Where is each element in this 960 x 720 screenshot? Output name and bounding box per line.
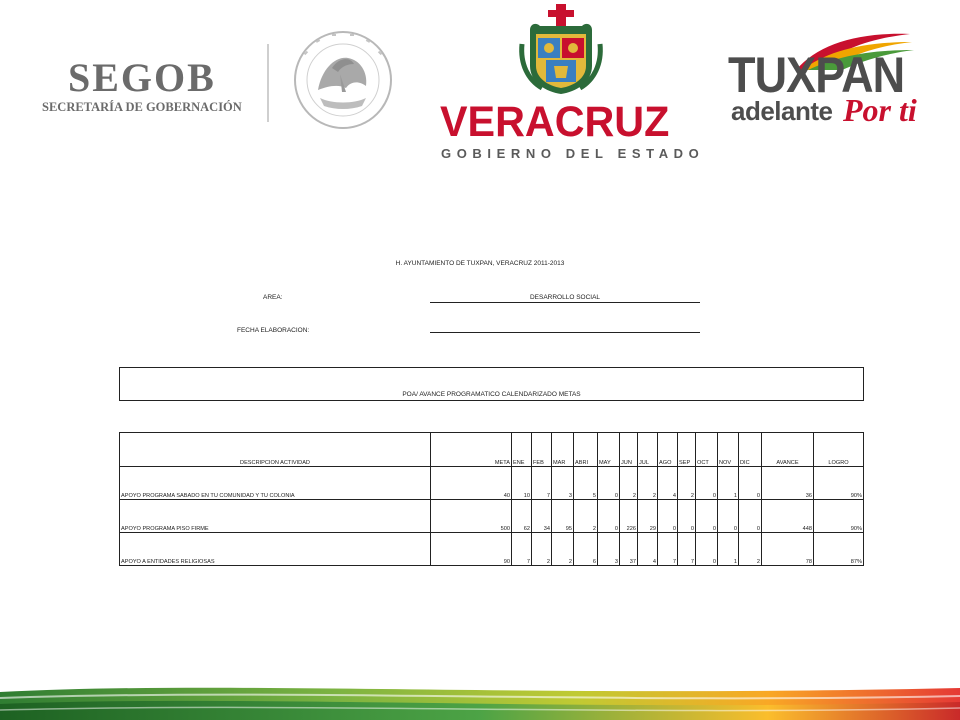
table-header-cell: FEB xyxy=(532,433,552,467)
veracruz-logo-subtitle: GOBIERNO DEL ESTADO xyxy=(441,146,705,161)
table-cell: 3 xyxy=(598,533,620,566)
veracruz-logo-name: VERACRUZ xyxy=(440,98,670,146)
table-header-cell: AGO xyxy=(658,433,678,467)
segob-logo-name: SEGOB xyxy=(68,55,216,100)
table-header-cell: OCT xyxy=(696,433,718,467)
table-cell: 2 xyxy=(574,500,598,533)
table-cell: 7 xyxy=(512,533,532,566)
area-label: AREA: xyxy=(263,294,283,301)
activities-table xyxy=(119,432,864,566)
table-row xyxy=(120,467,864,500)
fecha-value xyxy=(430,324,700,333)
table-cell: 87% xyxy=(814,533,864,566)
table-header-cell: MAR xyxy=(552,433,574,467)
table-cell: 0 xyxy=(696,500,718,533)
tuxpan-logo-name: TUXPAN xyxy=(728,47,905,103)
footer-stripe-decoration xyxy=(0,658,960,720)
table-header-cell: AVANCE xyxy=(762,433,814,467)
veracruz-coat-of-arms-icon xyxy=(516,4,606,96)
tuxpan-logo-tagline: adelante xyxy=(731,96,833,126)
table-cell: 7 xyxy=(678,533,696,566)
table-header-row xyxy=(120,433,864,467)
table-header-cell: META xyxy=(431,433,512,467)
table-cell: 2 xyxy=(552,533,574,566)
table-header-cell: SEP xyxy=(678,433,696,467)
table-cell: 0 xyxy=(658,500,678,533)
table-cell: 36 xyxy=(762,467,814,500)
table-row xyxy=(120,500,864,533)
table-header-cell: ENE xyxy=(512,433,532,467)
table-row xyxy=(120,533,864,566)
table-cell: 226 xyxy=(620,500,638,533)
section-title-box xyxy=(119,367,864,401)
table-header-cell: JUN xyxy=(620,433,638,467)
table-cell: 37 xyxy=(620,533,638,566)
mexican-seal-icon xyxy=(288,28,398,132)
table-cell: 40 xyxy=(431,467,512,500)
table-cell: 2 xyxy=(532,533,552,566)
table-cell: 90 xyxy=(431,533,512,566)
document-title: H. AYUNTAMIENTO DE TUXPAN, VERACRUZ 2011-2013 xyxy=(395,260,565,267)
table-cell: 0 xyxy=(696,533,718,566)
table-cell: 7 xyxy=(658,533,678,566)
table-cell: 500 xyxy=(431,500,512,533)
table-cell: 5 xyxy=(574,467,598,500)
table-cell: 34 xyxy=(532,500,552,533)
segob-logo xyxy=(40,54,245,124)
table-cell: 10 xyxy=(512,467,532,500)
table-header-cell: DIC xyxy=(739,433,762,467)
table-header-cell: ABRI xyxy=(574,433,598,467)
table-cell: 448 xyxy=(762,500,814,533)
table-cell: 0 xyxy=(598,500,620,533)
table-cell: 0 xyxy=(598,467,620,500)
table-cell: 0 xyxy=(718,500,739,533)
table-cell: 1 xyxy=(718,533,739,566)
table-header-cell: JUL xyxy=(638,433,658,467)
table-cell: APOYO PROGRAMA SABADO EN TU COMUNIDAD Y TU COLONIA xyxy=(120,467,431,500)
table-cell: 2 xyxy=(620,467,638,500)
segob-logo-subtitle: SECRETARÍA DE GOBERNACIÓN xyxy=(42,100,242,114)
table-cell: 0 xyxy=(696,467,718,500)
table-cell: 95 xyxy=(552,500,574,533)
table-cell: 0 xyxy=(739,467,762,500)
fecha-label: FECHA ELABORACION: xyxy=(237,327,310,334)
table-cell: 1 xyxy=(718,467,739,500)
area-value: DESARROLLO SOCIAL xyxy=(430,294,700,303)
table-cell: 62 xyxy=(512,500,532,533)
table-cell: APOYO A ENTIDADES RELIGIOSAS xyxy=(120,533,431,566)
table-cell: 2 xyxy=(678,467,696,500)
table-cell: 7 xyxy=(532,467,552,500)
table-cell: 29 xyxy=(638,500,658,533)
table-cell: 0 xyxy=(678,500,696,533)
table-cell: 0 xyxy=(739,500,762,533)
table-header-cell: NOV xyxy=(718,433,739,467)
table-cell: APOYO PROGRAMA PISO FIRME xyxy=(120,500,431,533)
table-cell: 90% xyxy=(814,467,864,500)
table-cell: 2 xyxy=(638,467,658,500)
table-header-cell: MAY xyxy=(598,433,620,467)
table-cell: 4 xyxy=(638,533,658,566)
tuxpan-logo-tagline-accent: Por ti xyxy=(843,92,917,128)
table-cell: 3 xyxy=(552,467,574,500)
table-header-cell: LOGRO xyxy=(814,433,864,467)
table-cell: 2 xyxy=(739,533,762,566)
table-header-cell: DESCRIPCION ACTIVIDAD xyxy=(120,433,431,467)
table-cell: 6 xyxy=(574,533,598,566)
table-cell: 78 xyxy=(762,533,814,566)
table-cell: 90% xyxy=(814,500,864,533)
logo-divider xyxy=(267,44,269,122)
section-title: POA/ AVANCE PROGRAMATICO CALENDARIZADO METAS xyxy=(402,391,581,398)
table-cell: 4 xyxy=(658,467,678,500)
